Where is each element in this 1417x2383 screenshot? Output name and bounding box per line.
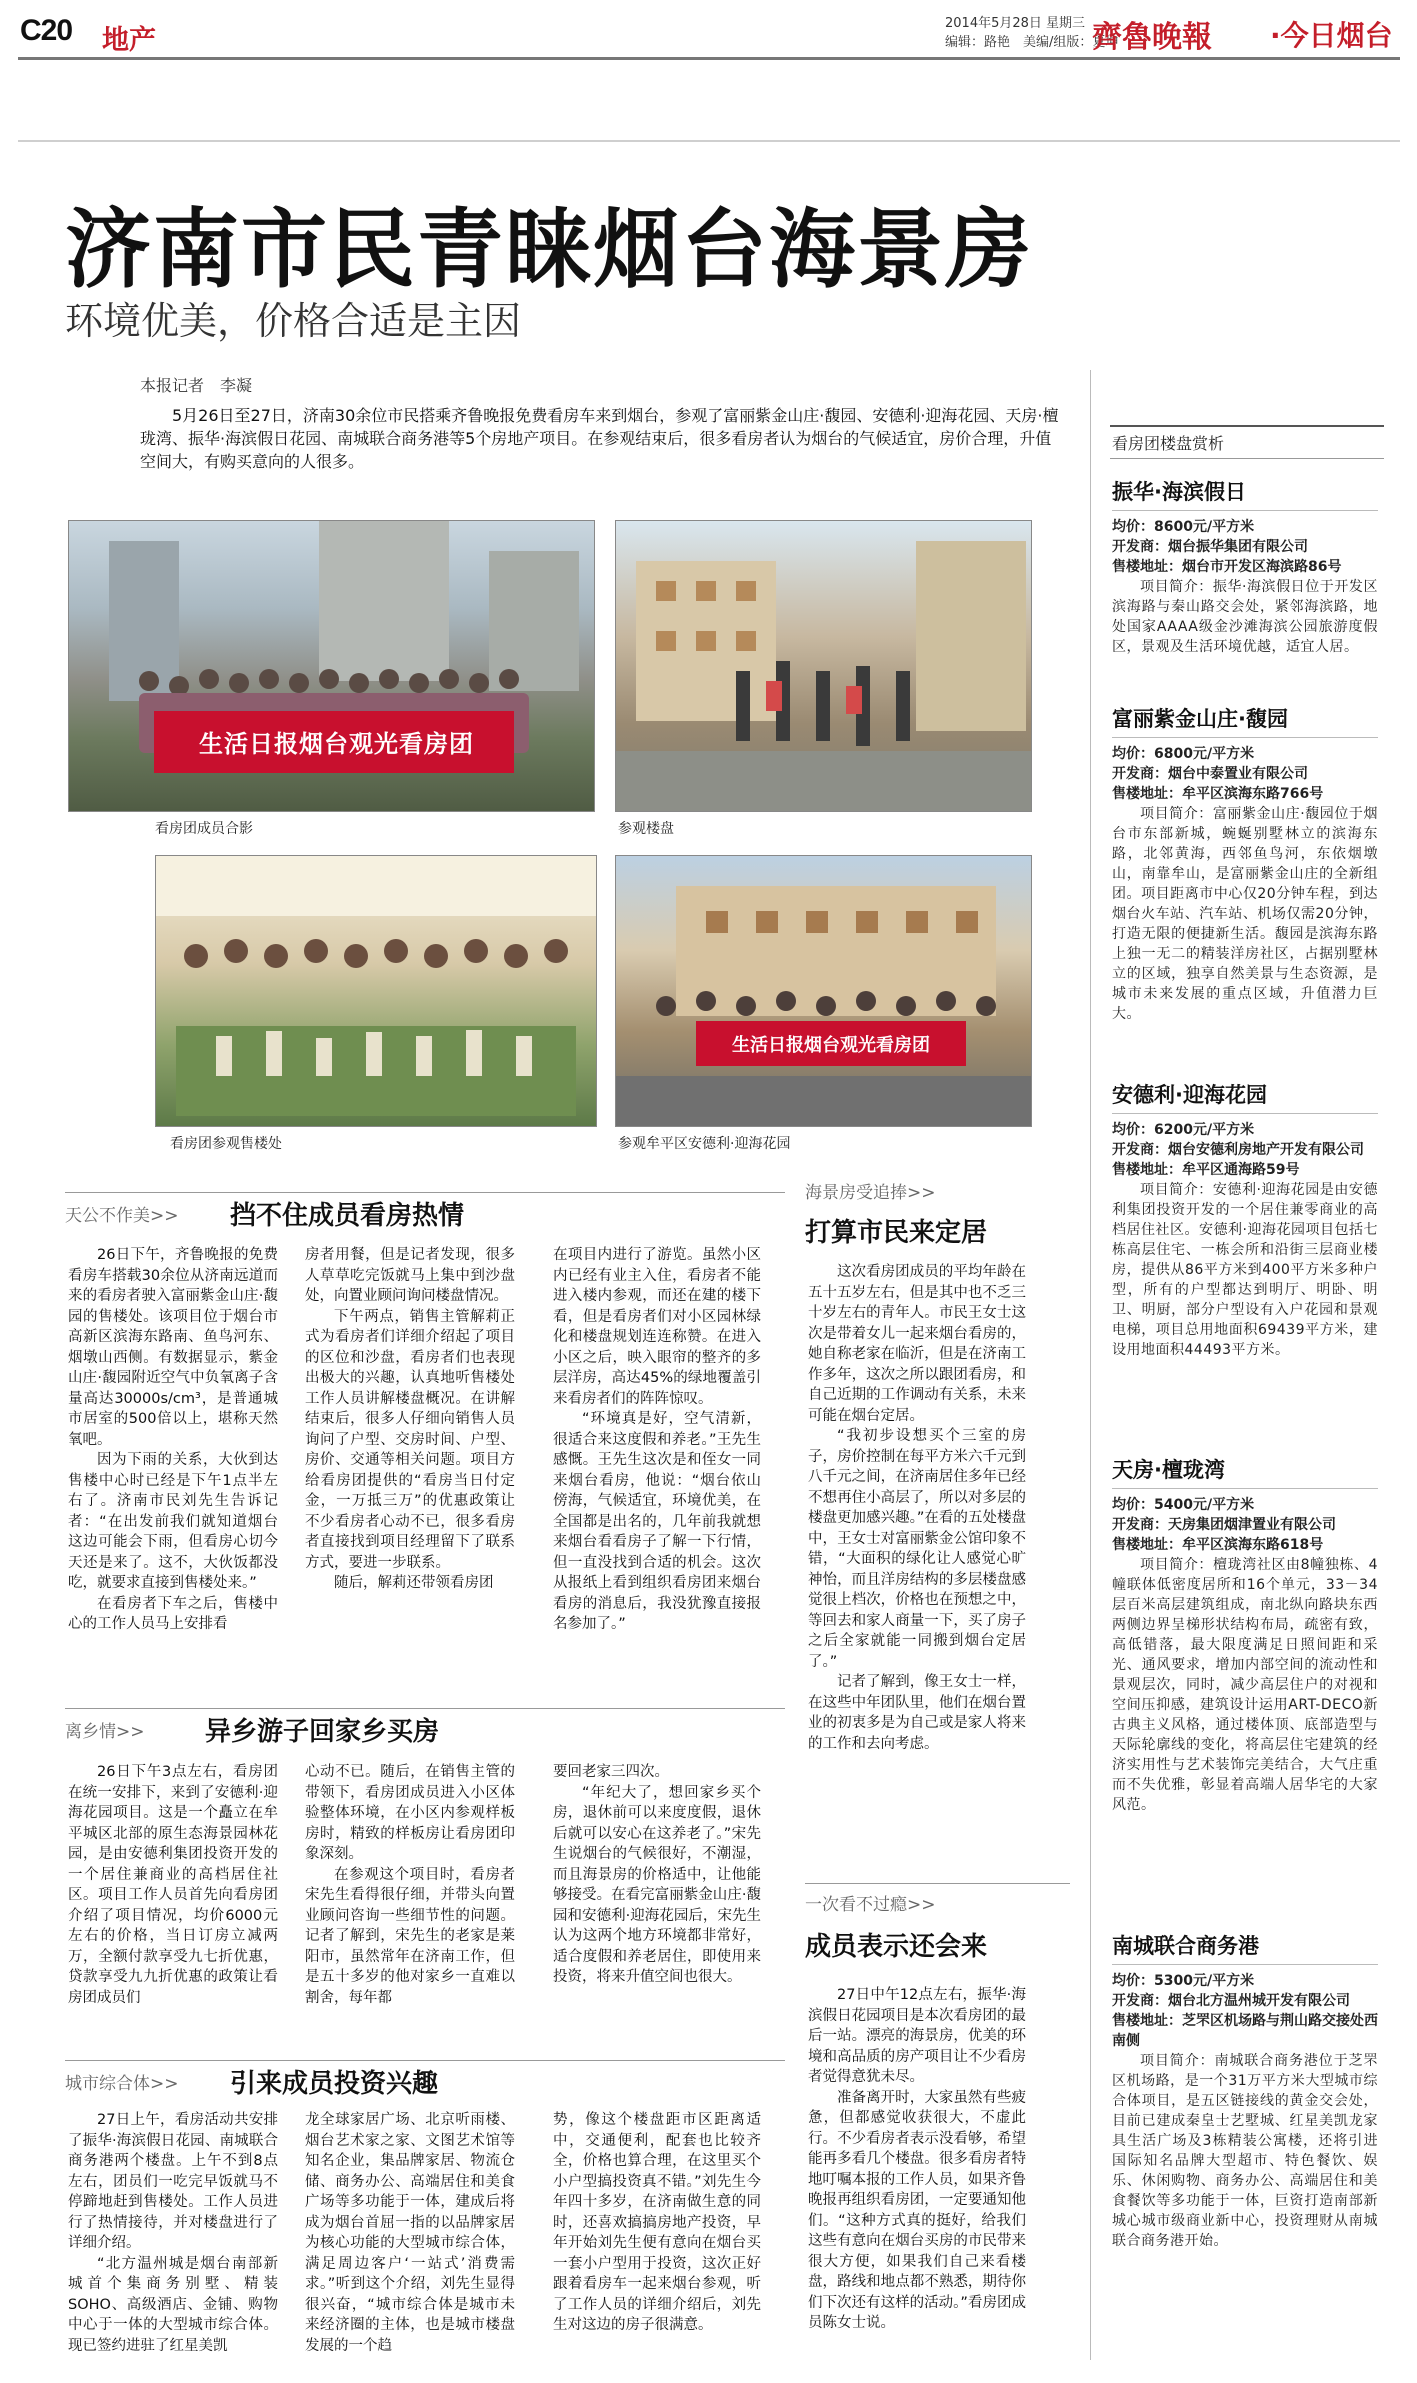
article-column xyxy=(305,1245,515,1594)
paragraph: 在看房者下车之后，售楼中心的工作人员马上安排看 xyxy=(68,1595,278,1632)
article-column xyxy=(68,1245,278,1635)
photo-caption: 看房团成员合影 xyxy=(155,821,253,837)
property-name: 振华·海滨假日 xyxy=(1112,476,1378,511)
property-card xyxy=(1112,697,1378,1024)
section-title: 引来成员投资兴趣 xyxy=(230,2069,439,2099)
paragraph: 在参观这个项目时，看房者宋先生看得很仔细，并带头向置业顾问咨询一些细节性的问题。记者了解到，宋先生的老家是莱阳市，虽然常年在济南工作，但是五十多岁的他对家乡一直难以割舍，每年都 xyxy=(305,1866,515,2006)
headline: 济南市民青睐烟台海景房 xyxy=(65,199,1033,300)
paragraph: 龙全球家居广场、北京听雨楼、烟台艺术家之家、文图艺术馆等知名企业，集品牌家居、物流仓储、商务办公、高端居住和美食广场等多功能于一体，建成后将成为烟台首屈一指的以品牌家居为核心功能的大型城市综合体，满足周边客户‘一站式’消费需求。”听到这个介绍，刘先生显得很兴奋，“城市综合体是城市未来经济圈的主体，也是城市楼盘发展的一个趋 xyxy=(305,2112,515,2354)
group-photo-illustration xyxy=(69,521,594,811)
property-address: 售楼地址：牟平区滨海东路618号 xyxy=(1112,1537,1324,1553)
paragraph: 随后，解莉还带领看房团 xyxy=(334,1575,494,1591)
lead-paragraph: 5月26日至27日，济南30余位市民搭乘齐鲁晚报免费看房车来到烟台，参观了富丽紫金山庄·馥园、安德利·迎海花园、天房·檀珑湾、振华·海滨假日花园、南城联合商务港等5个房地产项目。在参观结束后，很多看房者认为烟台的气候适宜，房价合理，升值空间大，有购买意向的人很多。 xyxy=(140,406,1059,471)
section-header xyxy=(65,1192,785,1231)
paragraph: 心动不已。随后，在销售主管的带领下，看房团成员进入小区体验整体环境，在小区内参观样板房时，精致的样板房让看房团印象深刻。 xyxy=(305,1764,515,1862)
sidebar-title: 看房团楼盘赏析 xyxy=(1110,425,1384,459)
section-kicker: 离乡情>> xyxy=(65,1722,145,1742)
issue-weekday: 星期三 xyxy=(1046,16,1086,31)
paragraph: 要回老家三四次。 xyxy=(553,1764,669,1780)
article-column xyxy=(305,2110,515,2356)
property-name: 天房·檀珑湾 xyxy=(1112,1454,1378,1489)
edition-name: ·今日烟台 xyxy=(1270,19,1393,52)
paragraph: “我初步设想买个三室的房子，房价控制在每平方米六千元到八千元之间，在济南居住多年已经不想再住小高层了，所以对多层的楼盘更加感兴趣。”在看的五处楼盘中，王女士对富丽紫金公馆印象不错，“大面积的绿化让人感觉心旷神怡，而且洋房结构的多层楼盘感觉很上档次，价格也在预想之中，等回去和家人商量一下，买了房子之后全家就能一同搬到烟台定居了。” xyxy=(808,1428,1026,1670)
property-address: 售楼地址：牟平区滨海东路766号 xyxy=(1112,786,1324,802)
photo-banner-text: 生活日报烟台观光看房团 xyxy=(732,1035,930,1056)
paragraph: 准备离开时，大家虽然有些疲惫，但都感觉收获很大，不虚此行。不少看房者表示没看够，希望能再多看几个楼盘。很多看房者特地叮嘱本报的工作人员，如果齐鲁晚报再组织看房团，一定要通知他们。“这种方式真的挺好，给我们这些有意向在烟台买房的市民带来很大方便，如果我们自己来看楼盘，路线和地点都不熟悉，期待你们下次还有这样的活动。”看房团成员陈女士说。 xyxy=(808,2089,1026,2331)
property-card xyxy=(1112,1448,1378,1815)
property-price: 均价：5300元/平方米 xyxy=(1112,1973,1255,1989)
property-intro: 项目简介：安德利·迎海花园是由安德利集团投资开发的一个居住兼零商业的高档居住社区。安德利·迎海花园项目包括七栋高层住宅、一栋会所和沿街三层商业楼房，提供从86平方米到400平方米多种户型，所有的户型都达到明厅、明卧、明卫、明厨，部分户型设有入户花园和景观电梯，项目总用地面积69439平方米，建设用地面积44493平方米。 xyxy=(1112,1182,1378,1358)
tour-photo xyxy=(615,520,1032,812)
sales-office-illustration xyxy=(156,856,596,1126)
paragraph: 下午两点，销售主管解莉正式为看房者们详细介绍起了项目的区位和沙盘，看房者们也表现出极大的兴趣，认真地听售楼处工作人员讲解楼盘概况。在讲解结束后，很多人仔细向销售人员询问了户型、交房时间、户型、房价、交通等相关问题。项目方给看房团提供的“看房当日付定金，一万抵三万”的优惠政策让不少看房者心动不已，很多看房者直接找到项目经理留下了联系方式，要进一步联系。 xyxy=(305,1308,515,1571)
paragraph: 房者用餐，但是记者发现，很多人草草吃完饭就马上集中到沙盘处，向置业顾问询问楼盘情况。 xyxy=(305,1247,515,1304)
tour-photo-illustration xyxy=(616,521,1031,811)
section-header xyxy=(65,1708,785,1747)
brand-logo: 齊魯晚報 xyxy=(1092,20,1212,55)
section-kicker: 一次看不过瘾>> xyxy=(805,1895,936,1915)
article-column xyxy=(553,1762,761,1988)
section-title: 打算市民来定居 xyxy=(805,1218,988,1248)
property-name: 南城联合商务港 xyxy=(1112,1930,1378,1965)
photo-caption: 参观牟平区安德利·迎海花园 xyxy=(618,1136,791,1152)
article-column xyxy=(808,1985,1026,2334)
article-column xyxy=(553,1245,761,1635)
column-divider xyxy=(1090,370,1091,2360)
andeli-illustration xyxy=(616,856,1031,1126)
paragraph: 记者了解到，像王女士一样，在这些中年团队里，他们在烟台置业的初衷多是为自己或是家人将来的工作和去向考虑。 xyxy=(808,1674,1026,1752)
paragraph: 势，像这个楼盘距市区距离适中，交通便利，配套也比较齐全，价格也算合理，在这里买个小户型搞投资真不错。”刘先生今年四十多岁，在济南做生意的同时，还喜欢搞搞房地产投资，早年开始刘先生便有意向在烟台买一套小户型用于投资，这次正好跟着看房车一起来烟台参观，听了工作人员的详细介绍后，刘先生对这边的房子很满意。 xyxy=(553,2112,761,2333)
subheadline: 环境优美，价格合适是主因 xyxy=(65,299,522,343)
paragraph: 27日中午12点左右，振华·海滨假日花园项目是本次看房团的最后一站。漂亮的海景房，优美的环境和高品质的房产项目让不少看房者觉得意犹未尽。 xyxy=(808,1987,1026,2085)
paragraph: 在项目内进行了游览。虽然小区内已经有业主入住，看房者不能进入楼内参观，而还在建的楼下看，但是看房者们对小区园林绿化和楼盘规划连连称赞。在进入小区之后，映入眼帘的整齐的多层洋房，高达45%的绿地覆盖引来看房者们的阵阵惊叹。 xyxy=(553,1247,761,1407)
section-title: 异乡游子回家乡买房 xyxy=(205,1717,440,1747)
property-developer: 开发商：烟台振华集团有限公司 xyxy=(1112,539,1308,555)
section-header xyxy=(805,1172,1070,1252)
photo-caption: 看房团参观售楼处 xyxy=(170,1136,282,1152)
paragraph: 26日下午3点左右，看房团在统一安排下，来到了安德利·迎海花园项目。这是一个矗立在牟平城区北部的原生态海景园林花园，是由安德利集团投资开发的一个居住兼商业的高档居住社区。项目工作人员首先向看房团介绍了项目情况，均价6000元左右的价格，当日订房立减两万，全额付款享受九七折优惠，贷款享受九九折优惠的政策让看房团成员们 xyxy=(68,1764,278,2006)
photo-caption: 参观楼盘 xyxy=(618,821,674,837)
property-price: 均价：8600元/平方米 xyxy=(1112,519,1255,535)
paragraph: 因为下雨的关系，大伙到达售楼中心时已经是下午1点半左右了。济南市民刘先生告诉记者：“在出发前我们就知道烟台这边可能会下雨，但看房心切今天还是来了。这不，大伙饭都没吃，就要求直接到售楼处来。” xyxy=(68,1452,278,1591)
property-intro: 项目简介：南城联合商务港位于芝罘区机场路，是一个31万平方米大型城市综合体项目，是五区链接线的黄金交会处，目前已建成秦皇士艺墅城、红星美凯龙家具生活广场及3栋精装公寓楼，还将引进国际知名品牌大型超市、特色餐饮、娱乐、休闲购物、商务办公、高端居住和美食餐饮等多功能于一体，巨资打造南部新城心城市级商业新中心，投资理财从南城联合商务港开始。 xyxy=(1112,2053,1378,2249)
paragraph: 26日下午，齐鲁晚报的免费看房车搭载30余位从济南远道而来的看房者驶入富丽紫金山庄·馥园的售楼处。该项目位于烟台市高新区滨海东路南、鱼鸟河东、烟墩山西侧。有数据显示，紫金山庄·馥园附近空气中负氧离子含量高达30000s/cm³，是普通城市居室的500倍以上，堪称天然氧吧。 xyxy=(68,1247,278,1448)
article-column xyxy=(553,2110,761,2336)
paragraph: 27日上午，看房活动共安排了振华·海滨假日花园、南城联合商务港两个楼盘。上午不到8点左右，团员们一吃完早饭就马不停蹄地赶到售楼处。工作人员进行了热情接待，并对楼盘进行了详细介绍。 xyxy=(68,2112,278,2251)
article-column xyxy=(68,2110,278,2356)
section-kicker: 天公不作美>> xyxy=(65,1206,179,1226)
paragraph: “年纪大了，想回家乡买个房，退休前可以来度度假，退休后就可以安心在这养老了。”宋先生说烟台的气候很好，不潮湿，而且海景房的价格适中，让他能够接受。在看完富丽紫金山庄·馥园和安德利·迎海花园后，宋先生认为这两个地方环境都非常好，适合度假和养老居住，即使用来投资，将来升值空间也很大。 xyxy=(553,1784,761,1985)
section-header xyxy=(805,1883,1070,1964)
sales-office-photo xyxy=(155,855,597,1127)
property-price: 均价：5400元/平方米 xyxy=(1112,1497,1255,1513)
property-intro: 项目简介：振华·海滨假日位于开发区滨海路与秦山路交会处，紧邻海滨路，地处国家AAAA级金沙滩海滨公园旅游度假区，景观及生活环境优越，适宜人居。 xyxy=(1112,579,1378,655)
paragraph: 这次看房团成员的平均年龄在五十五岁左右，但是其中也不乏三十岁左右的青年人。市民王女士这次是带着女儿一起来烟台看房的，她自称老家在临沂，但是在济南工作多年，这次之所以跟团看房，和自己近期的工作调动有关系，未来可能在烟台定居。 xyxy=(808,1264,1026,1424)
section-header xyxy=(65,2060,785,2099)
paragraph: “北方温州城是烟台南部新城首个集商务别墅、精装SOHO、高级酒店、金铺、购物中心于一体的大型城市综合体。现已签约进驻了红星美凯 xyxy=(68,2255,278,2354)
group-photo xyxy=(68,520,595,812)
header-rule-thin xyxy=(18,140,1400,142)
section-title: 成员表示还会来 xyxy=(805,1932,988,1962)
page-code: C20 xyxy=(20,14,73,47)
paragraph: “环境真是好，空气清新，很适合来这度假和养老。”王先生感慨。王先生这次是和侄女一同来烟台看房，他说：“烟台依山傍海，气候适宜，环境优美，在全国都是出名的，几年前我就想来烟台看看房子了解一下行情，但一直没找到合适的机会。这次从报纸上看到组织看房团来烟台看房的消息后，我没犹豫直接报名参加了。” xyxy=(553,1411,761,1632)
property-developer: 开发商：烟台中泰置业有限公司 xyxy=(1112,766,1308,782)
editor-credits: 编辑：路艳 美编/组版：夏坤 xyxy=(945,35,1119,50)
photo-banner-text: 生活日报烟台观光看房团 xyxy=(199,730,474,758)
property-price: 均价：6800元/平方米 xyxy=(1112,746,1255,762)
property-name: 安德利·迎海花园 xyxy=(1112,1079,1378,1114)
property-price: 均价：6200元/平方米 xyxy=(1112,1122,1255,1138)
section-kicker: 海景房受追捧>> xyxy=(805,1183,936,1203)
property-address: 售楼地址：芝罘区机场路与荆山路交接处西南侧 xyxy=(1112,2013,1378,2049)
property-developer: 开发商：天房集团烟津置业有限公司 xyxy=(1112,1517,1336,1533)
section-name: 地产 xyxy=(102,25,156,56)
property-name: 富丽紫金山庄·馥园 xyxy=(1112,703,1378,738)
byline: 本报记者 李凝 xyxy=(140,376,253,395)
property-intro: 项目简介：富丽紫金山庄·馥园位于烟台市东部新城，蜿蜒别墅林立的滨海东路，北邻黄海，西邻鱼鸟河，东依烟墩山，南靠牟山，是富丽紫金山庄的全新组团。项目距离市中心仅20分钟车程，到达烟台火车站、汽车站、机场仅需20分钟，打造无限的便捷新生活。馥园是滨海东路上独一无二的精装洋房社区，占据别墅林立的区域，独享自然美景与生态资源，是城市未来发展的重点区域，升值潜力巨大。 xyxy=(1112,806,1378,1022)
header-rule xyxy=(18,57,1400,60)
section-title: 挡不住成员看房热情 xyxy=(230,1201,465,1231)
section-kicker: 城市综合体>> xyxy=(65,2074,179,2094)
property-card xyxy=(1112,1073,1378,1360)
article-column xyxy=(808,1262,1026,1754)
property-address: 售楼地址：烟台市开发区海滨路86号 xyxy=(1112,559,1342,575)
property-developer: 开发商：烟台安德利房地产开发有限公司 xyxy=(1112,1142,1364,1158)
andeli-photo xyxy=(615,855,1032,1127)
property-address: 售楼地址：牟平区通海路59号 xyxy=(1112,1162,1300,1178)
property-card xyxy=(1112,470,1378,657)
article-column xyxy=(68,1762,278,2008)
property-developer: 开发商：烟台北方温州城开发有限公司 xyxy=(1112,1993,1350,2009)
property-card xyxy=(1112,1924,1378,2251)
property-intro: 项目简介：檀珑湾社区由8幢独栋、4幢联体低密度居所和16个单元，33－34层百米高层建筑组成，南北纵向路块东西两侧边界呈梯形状结构布局，疏密有致，高低错落，最大限度满足日照间距和采光、通风要求，增加内部空间的流动性和景观层次，同时，减少高层住户的对视和空间压抑感，建筑设计运用ART-DECO新古典主义风格，通过楼体顶、底部造型与天际轮廓线的变化，将高层住宅建筑的经济实用性与艺术装饰完美结合，大气庄重而不失优雅，彰显着高端人居华宅的大家风范。 xyxy=(1112,1557,1378,1813)
issue-date: 2014年5月28日 xyxy=(945,16,1042,31)
article-column xyxy=(305,1762,515,2008)
